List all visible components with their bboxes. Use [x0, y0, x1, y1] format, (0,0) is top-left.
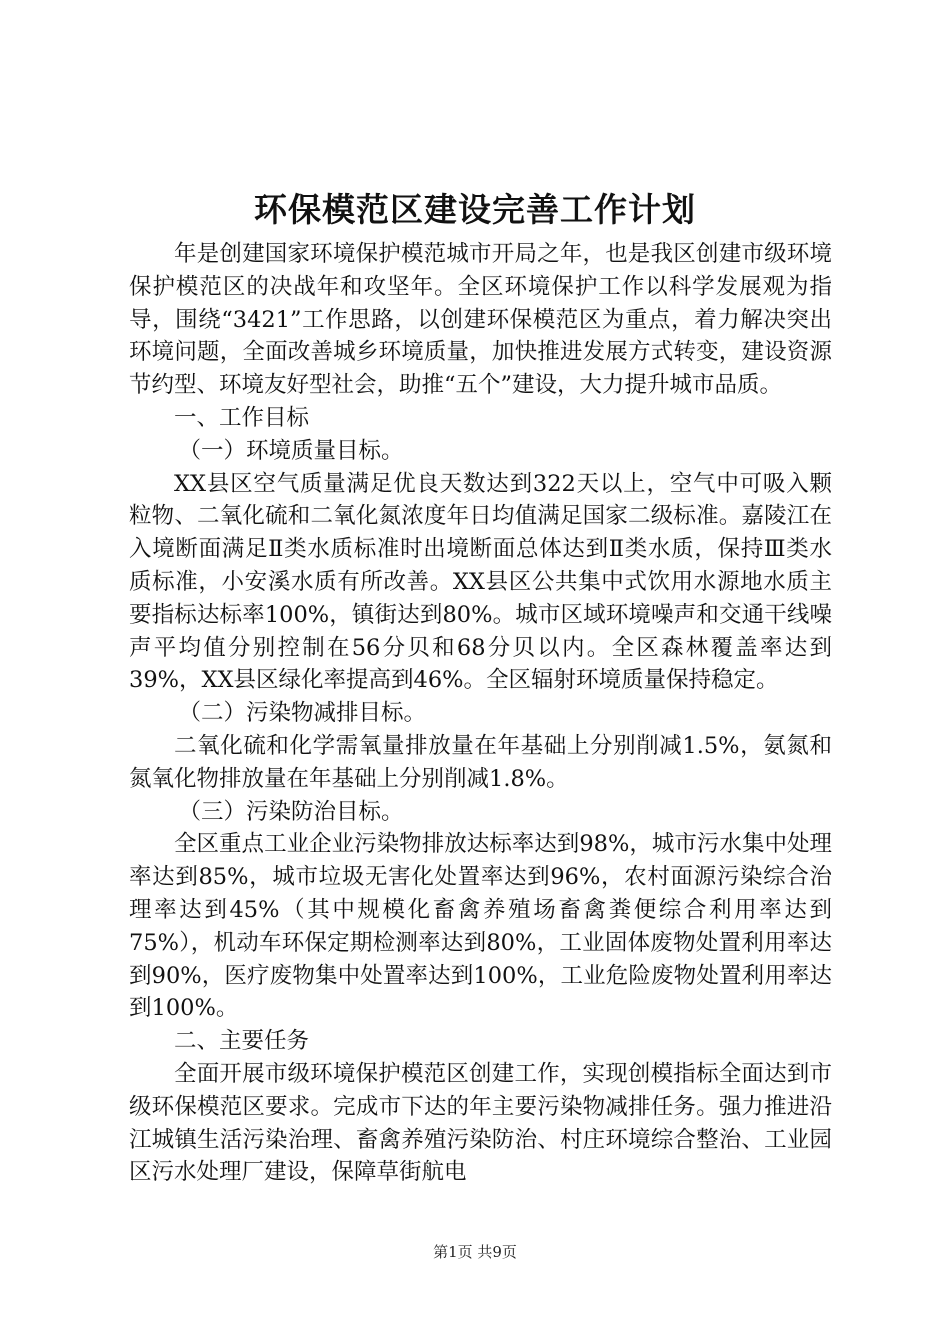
- document-body: [129, 238, 832, 1189]
- emission-goals-paragraph: 二氧化硫和化学需氧量排放量在年基础上分别削减1.5%，氨氮和氮氧化物排放量在年基础上分别削减1.8%。: [129, 732, 832, 792]
- environment-goals-paragraph: XX县区空气质量满足优良天数达到322天以上，空气中可吸入颗粒物、二氧化硫和二氧化氮浓度年日均值满足国家二级标准。嘉陵江在入境断面满足Ⅱ类水质标准时出境断面总体达到Ⅱ类水质，保持Ⅲ类水质标准，小安溪水质有所改善。XX县区公共集中式饮用水源地水质主要指标达标率100%，镇街达到80%。城市区域环境噪声和交通干线噪声平均值分别控制在56分贝和68分贝以内。全区森林覆盖率达到39%，XX县区绿化率提高到46%。全区辐射环境质量保持稳定。: [129, 470, 832, 694]
- section-heading-tasks: 二、主要任务: [174, 1028, 310, 1055]
- document-title: 环保模范区建设完善工作计划: [254, 190, 696, 229]
- intro-paragraph: 年是创建国家环境保护模范城市开局之年，也是我区创建市级环境保护模范区的决战年和攻坚年。全区环境保护工作以科学发展观为指导，围绕“3421”工作思路，以创建环保模范区为重点，着力解决突出环境问题，全面改善城乡环境质量，加快推进发展方式转变，建设资源节约型、环境友好型社会，助推“五个”建设，大力提升城市品质。: [129, 241, 832, 399]
- subsection-heading-environment: （一）环境质量目标。: [178, 437, 404, 464]
- pollution-goals-paragraph: 全区重点工业企业污染物排放达标率达到98%，城市污水集中处理率达到85%，城市垃圾无害化处置率达到96%，农村面源污染综合治理率达到45%（其中规模化畜禽养殖场畜禽粪便综合利用率达到75%），机动车环保定期检测率达到80%，工业固体废物处置利用率达到90%，医疗废物集中处置率达到100%，工业危险废物处置利用率达到100%。: [129, 831, 832, 1022]
- page-number-footer: 第1页 共9页: [433, 1243, 517, 1261]
- section-heading-goals: 一、工作目标: [174, 404, 310, 431]
- subsection-heading-emission: （二）污染物减排目标。: [178, 700, 427, 727]
- tasks-paragraph: 全面开展市级环境保护模范区创建工作，实现创模指标全面达到市级环保模范区要求。完成市下达的年主要污染物减排任务。强力推进沿江城镇生活污染治理、畜禽养殖污染防治、村庄环境综合整治、工业园区污水处理厂建设，保障草街航电: [129, 1060, 832, 1186]
- subsection-heading-pollution: （三）污染防治目标。: [178, 798, 404, 825]
